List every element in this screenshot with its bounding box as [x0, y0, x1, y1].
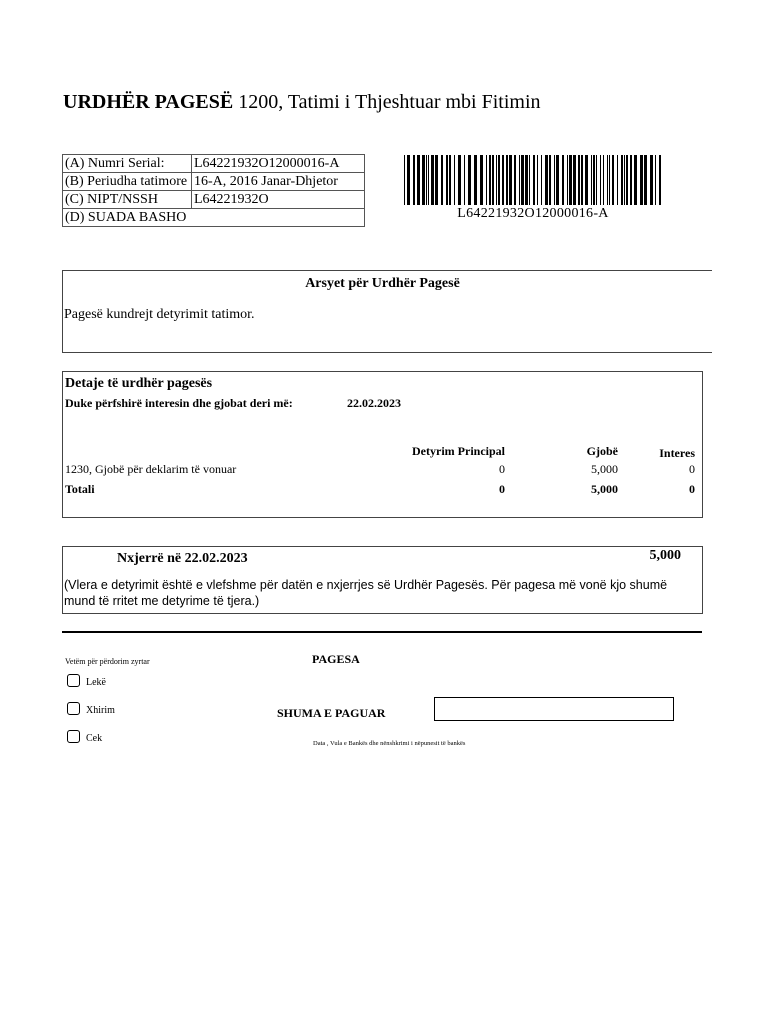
issued-note: (Vlera e detyrimit është e vlefshme për datën e nxjerrjes së Urdhër Pagesës. Për pagesa më vonë kjo shumë mund të rritet me detyrime të tjera.): [64, 578, 668, 608]
title-rest: 1200, Tatimi i Thjeshtuar mbi Fitimin: [233, 91, 541, 113]
reasons-heading: Arsyet për Urdhër Pagesë: [305, 276, 460, 291]
info-row-name: [63, 209, 365, 227]
total-label: Totali: [65, 482, 95, 496]
info-value: L64221932O: [192, 191, 365, 209]
info-value: 16-A, 2016 Janar-Dhjetor: [192, 173, 365, 191]
col-principal: Detyrim Principal: [412, 444, 505, 458]
amount-paid-field[interactable]: [434, 697, 674, 721]
official-use-label: Vetëm për përdorim zyrtar: [65, 657, 150, 666]
barcode-image: [404, 155, 662, 205]
info-row-serial: [63, 155, 365, 173]
payment-title: PAGESA: [312, 652, 360, 666]
xhirim-checkbox[interactable]: [67, 702, 80, 715]
leke-checkbox[interactable]: [67, 674, 80, 687]
page-title: [63, 91, 541, 114]
taxpayer-name: (D) SUADA BASHO: [63, 209, 365, 227]
bank-note: Data , Vula e Bankës dhe nënshkrimi i nëpunesit të bankës: [313, 740, 466, 747]
cek-label: Cek: [86, 733, 103, 744]
title-bold: URDHËR PAGESË: [63, 91, 234, 113]
info-table: [62, 154, 365, 227]
info-label: (A) Numri Serial:: [63, 155, 192, 173]
reasons-text: Pagesë kundrejt detyrimit tatimor.: [64, 307, 255, 322]
issued-label: Nxjerrë në 22.02.2023: [117, 551, 248, 566]
info-label: (B) Periudha tatimore: [63, 173, 192, 191]
col-fine: Gjobë: [586, 444, 618, 458]
issued-amount: 5,000: [649, 548, 681, 563]
total-fine: 5,000: [591, 482, 618, 496]
row-fine: 5,000: [591, 462, 618, 476]
info-value: L64221932O12000016-A: [192, 155, 365, 173]
leke-label: Lekë: [86, 677, 106, 688]
divider: [62, 631, 702, 633]
info-row-nipt: [63, 191, 365, 209]
row-principal: 0: [499, 462, 505, 476]
xhirim-label: Xhirim: [86, 705, 115, 716]
barcode-text: L64221932O12000016-A: [457, 206, 609, 221]
info-row-period: [63, 173, 365, 191]
amount-paid-label: SHUMA E PAGUAR: [277, 706, 386, 720]
row-label: 1230, Gjobë për deklarim të vonuar: [65, 462, 237, 476]
details-heading: Detaje të urdhër pagesës: [65, 376, 213, 391]
info-label: (C) NIPT/NSSH: [63, 191, 192, 209]
total-principal: 0: [499, 482, 505, 496]
details-date: 22.02.2023: [347, 396, 401, 410]
col-interest: Interes: [659, 446, 695, 460]
total-interest: 0: [689, 482, 695, 496]
cek-checkbox[interactable]: [67, 730, 80, 743]
row-interest: 0: [689, 462, 695, 476]
details-subheading: Duke përfshirë interesin dhe gjobat deri më:: [65, 396, 293, 410]
